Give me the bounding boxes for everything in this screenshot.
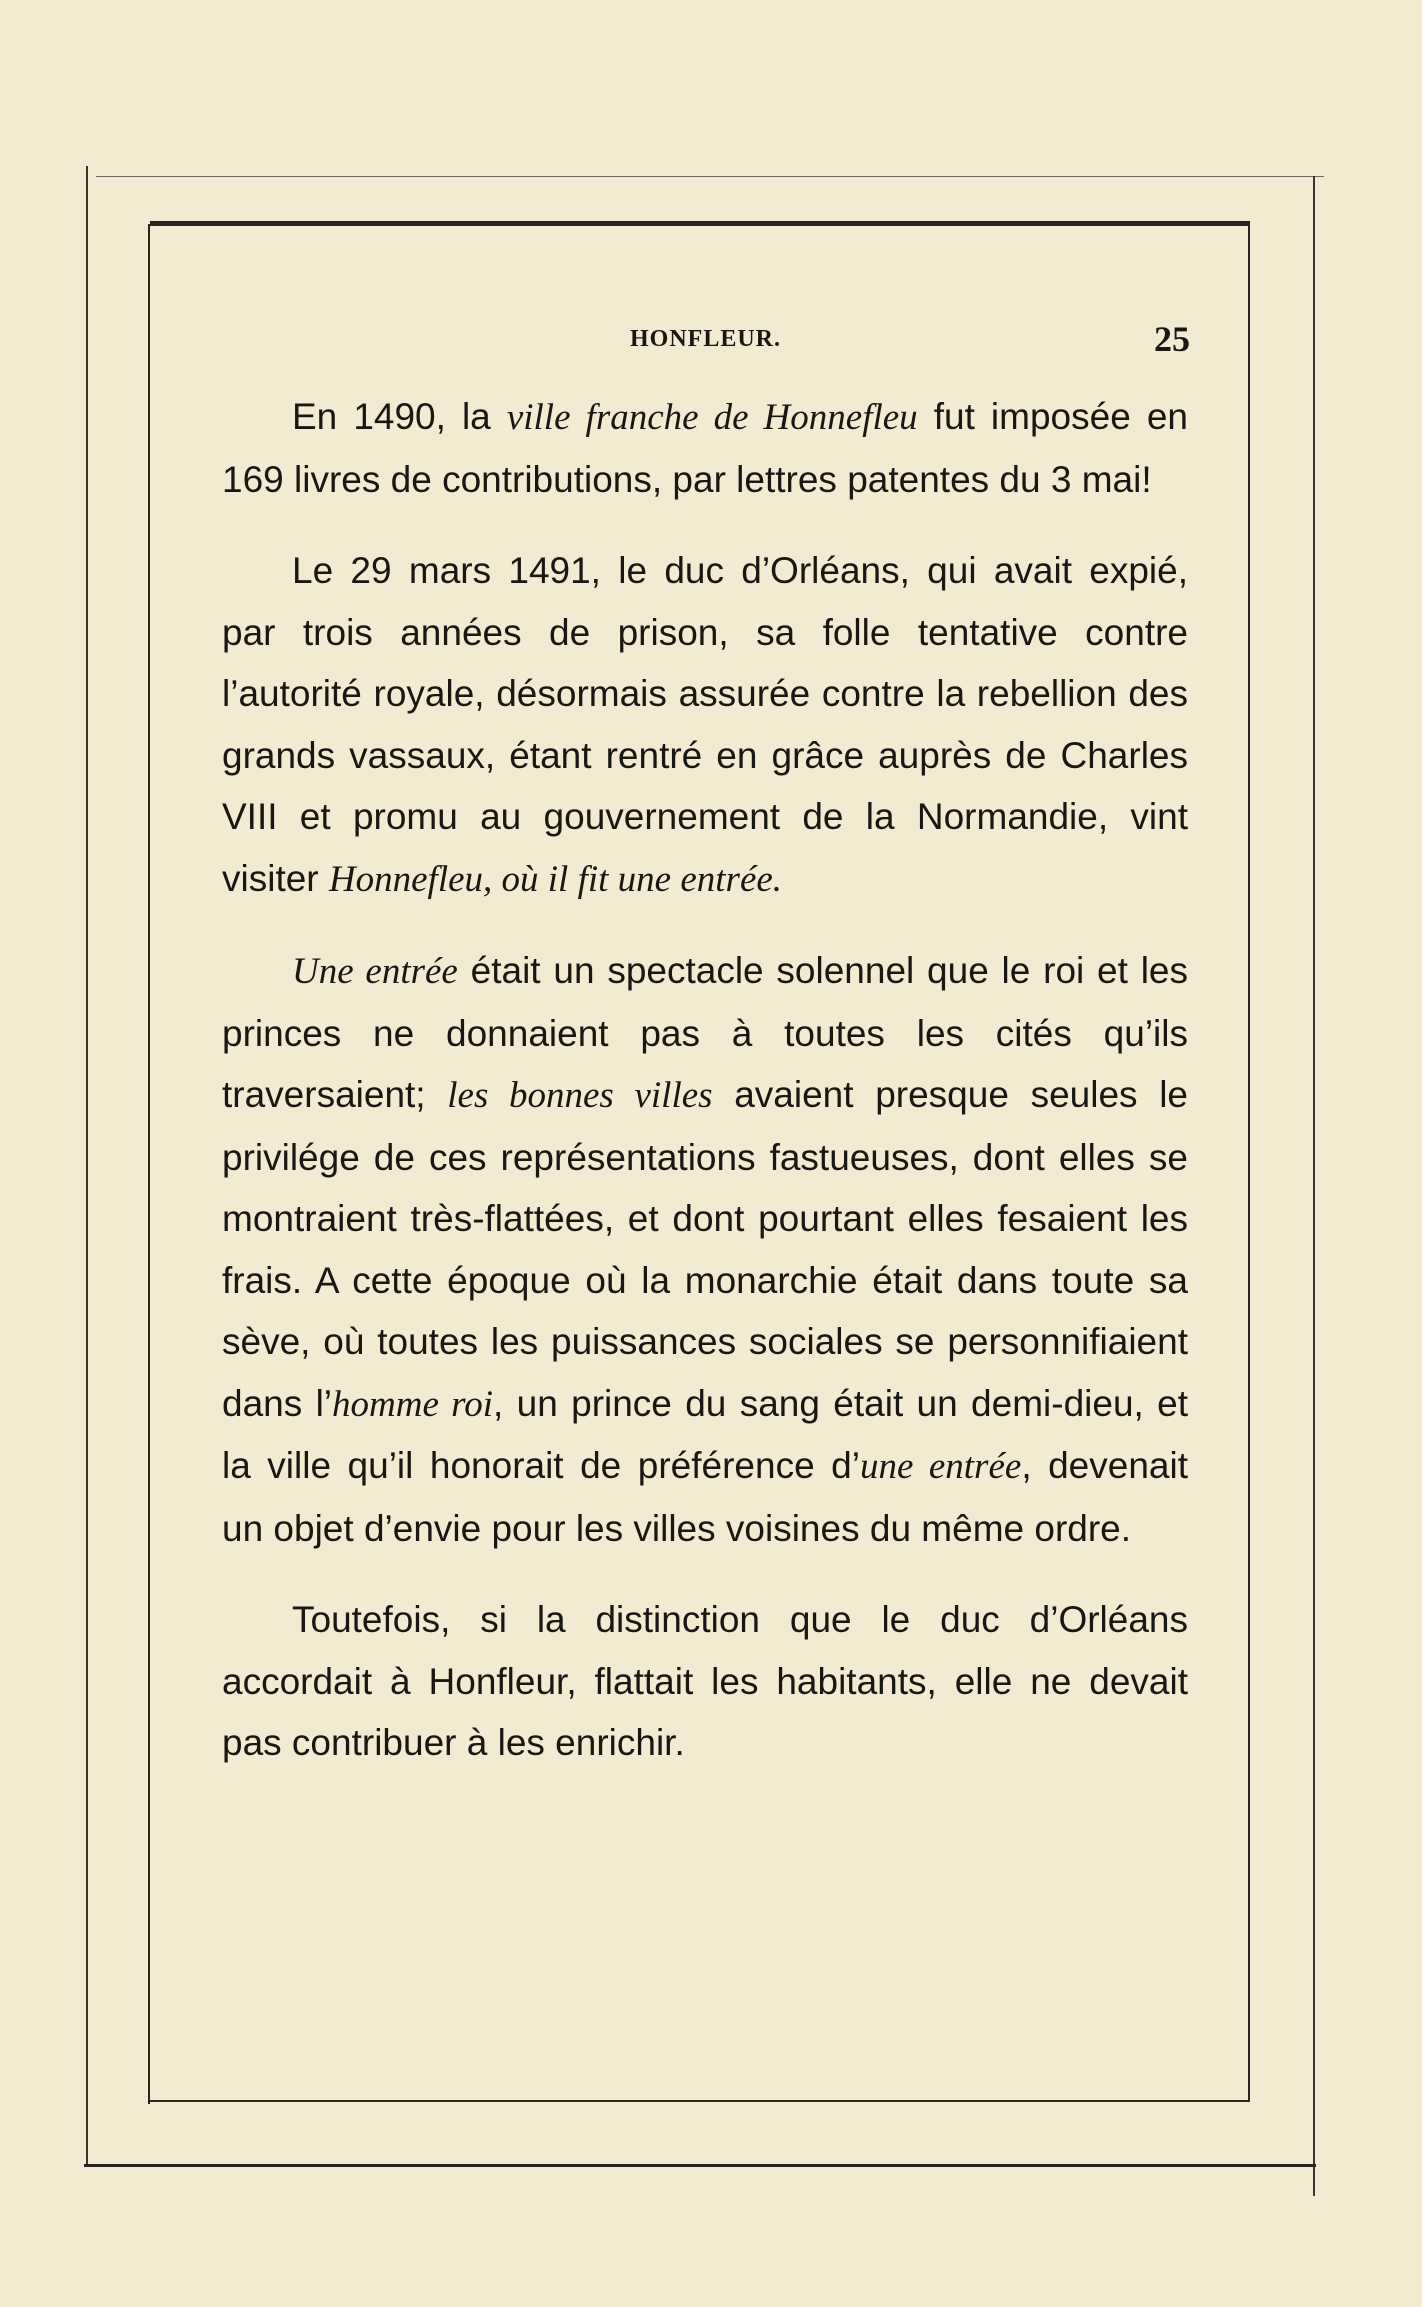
text-segment: En 1490, la xyxy=(292,396,507,437)
right-inner-rule xyxy=(1248,222,1250,2102)
paragraph-1 xyxy=(222,386,1188,510)
text-segment: , devenait un objet d’envie pour les villes voisines du même ordre. xyxy=(222,1445,1188,1549)
text-body xyxy=(222,386,1188,1774)
paragraph-2 xyxy=(222,540,1188,910)
page-number: 25 xyxy=(1154,319,1190,359)
paragraph-4 xyxy=(222,1589,1188,1774)
left-outer-rule xyxy=(86,166,88,2166)
bottom-inner-rule xyxy=(148,2100,1250,2102)
running-head xyxy=(240,318,1190,364)
italic-segment: les bonnes villes xyxy=(447,1075,713,1116)
italic-segment: homme roi xyxy=(332,1383,493,1425)
top-outer-rule xyxy=(96,176,1324,177)
text-segment: était un spectacle solennel que le roi et les princes ne donnaient pas à toutes les cités qu’ils traversaient; xyxy=(222,950,1188,1115)
italic-segment: ville franche de Honnefleu xyxy=(506,397,918,438)
right-outer-rule xyxy=(1313,176,1315,2196)
text-segment: , un prince du sang était un demi-dieu, et la ville qu’il honorait de préférence d’ xyxy=(222,1382,1188,1486)
text-segment: Toutefois, si la distinction que le duc d’Orléans accordait à Honfleur, flattait les habitants, elle ne devait pas contribuer à les enrichir. xyxy=(222,1599,1188,1763)
italic-segment: Une entrée xyxy=(292,951,458,992)
paragraph-3 xyxy=(222,940,1188,1559)
italic-segment: Honnefleu, où il fit une entrée. xyxy=(328,858,783,900)
text-segment: avaient presque seules le privilége de ces représentations fastueuses, dont elles se montraient très-flattées, et dont pourtant elles fesaient les frais. A cette époque où la monarchie était dans toute sa sève, où toutes les puissances sociales se personnifiaient dans l’ xyxy=(222,1074,1189,1424)
bottom-outer-rule xyxy=(84,2164,1316,2167)
text-segment: fut imposée en 169 livres de contributions, par lettres patentes du 3 mai! xyxy=(222,396,1188,500)
italic-segment: une entrée xyxy=(859,1446,1022,1487)
header-title: HONFLEUR. xyxy=(630,326,782,352)
top-inner-rule xyxy=(150,221,1250,226)
left-inner-rule xyxy=(148,224,150,2104)
text-segment: Le 29 mars 1491, le duc d’Orléans, qui avait expié, par trois années de prison, sa folle tentative contre l’autorité royale, désormais assurée contre la rebellion des grands vassaux, étant rentré en grâce auprès de Charles VIII et promu au gouvernement de la Normandie, vint visiter xyxy=(222,550,1188,899)
